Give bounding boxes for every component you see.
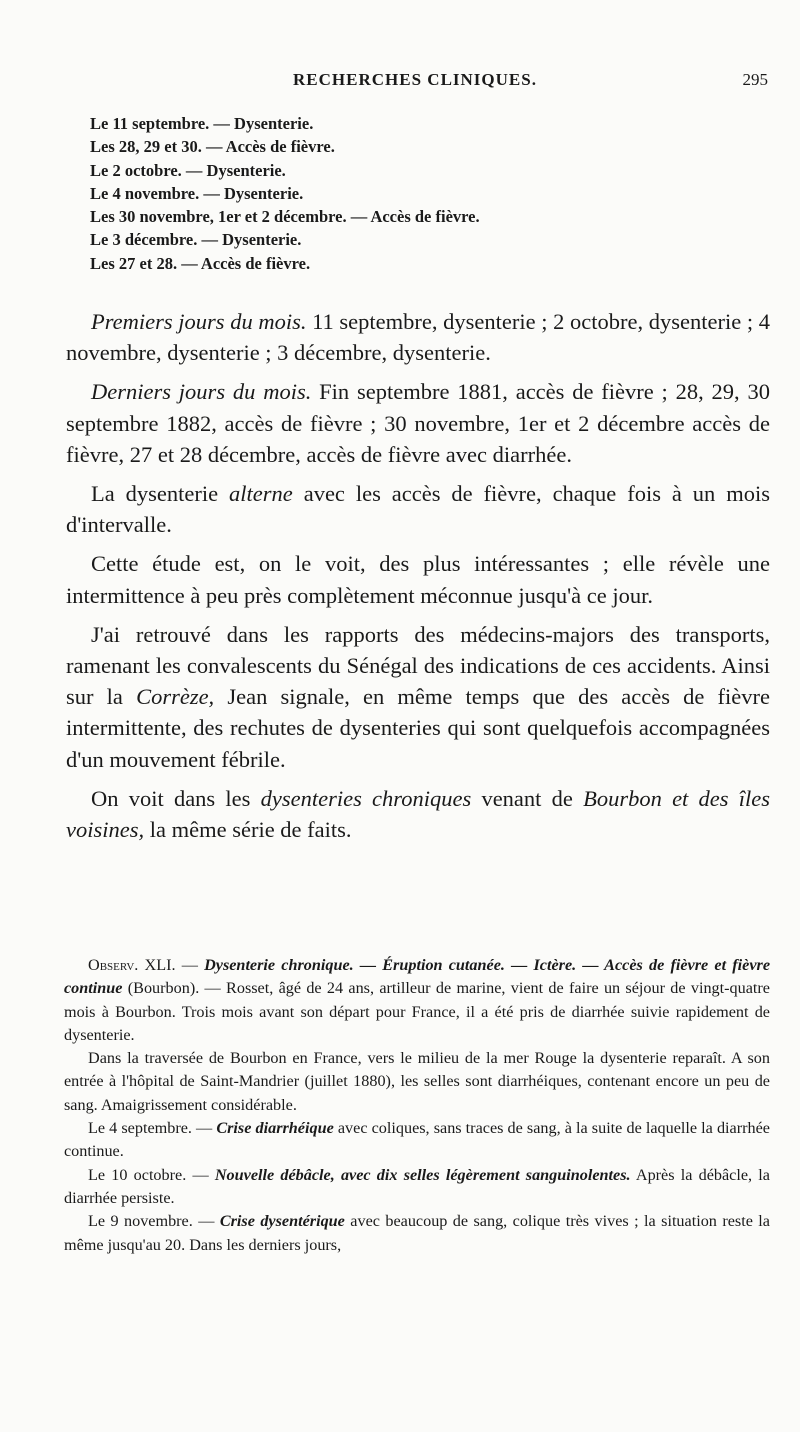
- list-item: Le 4 novembre. — Dysenterie.: [90, 183, 304, 203]
- paragraph-premiers-jours: [66, 306, 770, 368]
- paragraph-derniers-jours: [66, 376, 770, 470]
- paragraph-text: venant de: [471, 785, 584, 811]
- observation-intro: [64, 954, 770, 1047]
- header-title: RECHERCHES CLINIQUES.: [293, 70, 537, 89]
- italic-phrase: dysenteries chroniques: [260, 785, 472, 811]
- observation-italic: Crise dysentérique: [219, 1212, 345, 1231]
- paragraph-text: La dysenterie: [91, 481, 230, 507]
- paragraph-text: Jean signale, en même temps que des accès de fièvre intermittente, des rechutes de dysenteries qui sont quelquefois accompagnées d'un mouvement fébrile.: [66, 684, 770, 772]
- observation-block: [64, 954, 770, 1257]
- observation-date: Le 10 octobre. —: [88, 1165, 215, 1184]
- observation-paragraph: [64, 1117, 770, 1164]
- paragraph-text: Fin septembre 1881, accès de fièvre ; 28, 29, 30 septembre 1882, accès de fièvre ; 30 novembre, 1er et 2 décembre accès de fièvre, 27 et 28 décembre, accès de fièvre avec diarrhée.: [66, 379, 770, 467]
- observation-label: Observ.: [88, 956, 139, 974]
- italic-heading: Premiers jours du mois.: [91, 309, 307, 334]
- observation-text: avec coliques, sans traces de sang, à la suite de laquelle la diarrhée continue.: [64, 1119, 770, 1161]
- list-item: Les 28, 29 et 30. — Accès de fièvre.: [90, 137, 335, 157]
- paragraph-text: 11 septembre, dysenterie ; 2 octobre, dysenterie ; 4 novembre, dysenterie ; 3 décembre, dysenterie.: [66, 309, 770, 366]
- observation-italic: Nouvelle débâcle, avec dix selles légèrement sanguinolentes.: [214, 1165, 631, 1184]
- observation-text: (Bourbon). — Rosset, âgé de 24 ans, artilleur de marine, vient de faire un séjour de vingt-quatre mois à Bourbon. Trois mois avant son départ pour France, il a été pris de diarrhée suivie rapidement de dysenterie.: [64, 979, 770, 1044]
- paragraph-text: J'ai retrouvé dans les rapports des médecins-majors des transports, ramenant les convalescents du Sénégal des indications de ces accidents. Ainsi sur la: [66, 621, 770, 710]
- list-item: Les 30 novembre, 1er et 2 décembre. — Accès de fièvre.: [90, 207, 480, 227]
- observation-text: avec beaucoup de sang, colique très vives ; la situation reste la même jusqu'au 20. Dans les derniers jours,: [64, 1212, 770, 1254]
- observation-paragraph: Dans la traversée de Bourbon en France, vers le milieu de la mer Rouge la dysenterie reparaît. A son entrée à l'hôpital de Saint-Mandrier (juillet 1880), les selles sont diarrhéiques, contenant encore un peu de sang. Amaigrissement considérable.: [64, 1049, 770, 1114]
- paragraph-bourbon: [66, 783, 770, 845]
- observation-paragraph: [64, 1164, 770, 1211]
- running-header: [62, 70, 768, 100]
- observation-paragraph: [64, 1210, 770, 1257]
- main-text: [66, 306, 770, 853]
- italic-heading: Derniers jours du mois.: [91, 379, 312, 405]
- observation-text: Après la débâcle, la diarrhée persiste.: [64, 1165, 770, 1207]
- observation-number: XLI. —: [138, 956, 205, 974]
- observation-title: Dysenterie chronique. — Éruption cutanée. — Ictère. — Accès de fièvre et fièvre continue: [64, 956, 770, 998]
- italic-phrase: Bourbon et des îles voisines,: [66, 785, 770, 843]
- paragraph-text: la même série de faits.: [144, 817, 352, 843]
- paragraph-alterne: [66, 478, 770, 540]
- list-item: Le 2 octobre. — Dysenterie.: [90, 160, 286, 180]
- italic-ship-name: Corrèze,: [136, 684, 215, 710]
- paragraph-text: On voit dans les: [91, 785, 261, 811]
- list-item: Les 27 et 28. — Accès de fièvre.: [90, 253, 311, 273]
- paragraph-rapports: [66, 619, 770, 775]
- observation-date: Le 4 septembre. —: [88, 1119, 217, 1138]
- date-list: [90, 112, 770, 275]
- paragraph-text: avec les accès de fièvre, chaque fois à un mois d'intervalle.: [66, 481, 770, 538]
- italic-word: alterne: [229, 481, 293, 507]
- observation-italic: Crise diarrhéique: [216, 1119, 334, 1138]
- page-number: 295: [742, 70, 768, 89]
- observation-date: Le 9 novembre. —: [88, 1212, 220, 1231]
- list-item: Le 3 décembre. — Dysenterie.: [90, 230, 302, 250]
- list-item: Le 11 septembre. — Dysenterie.: [90, 114, 314, 133]
- paragraph-etude: Cette étude est, on le voit, des plus intéressantes ; elle révèle une intermittence à peu près complètement méconnue jusqu'à ce jour.: [66, 551, 770, 608]
